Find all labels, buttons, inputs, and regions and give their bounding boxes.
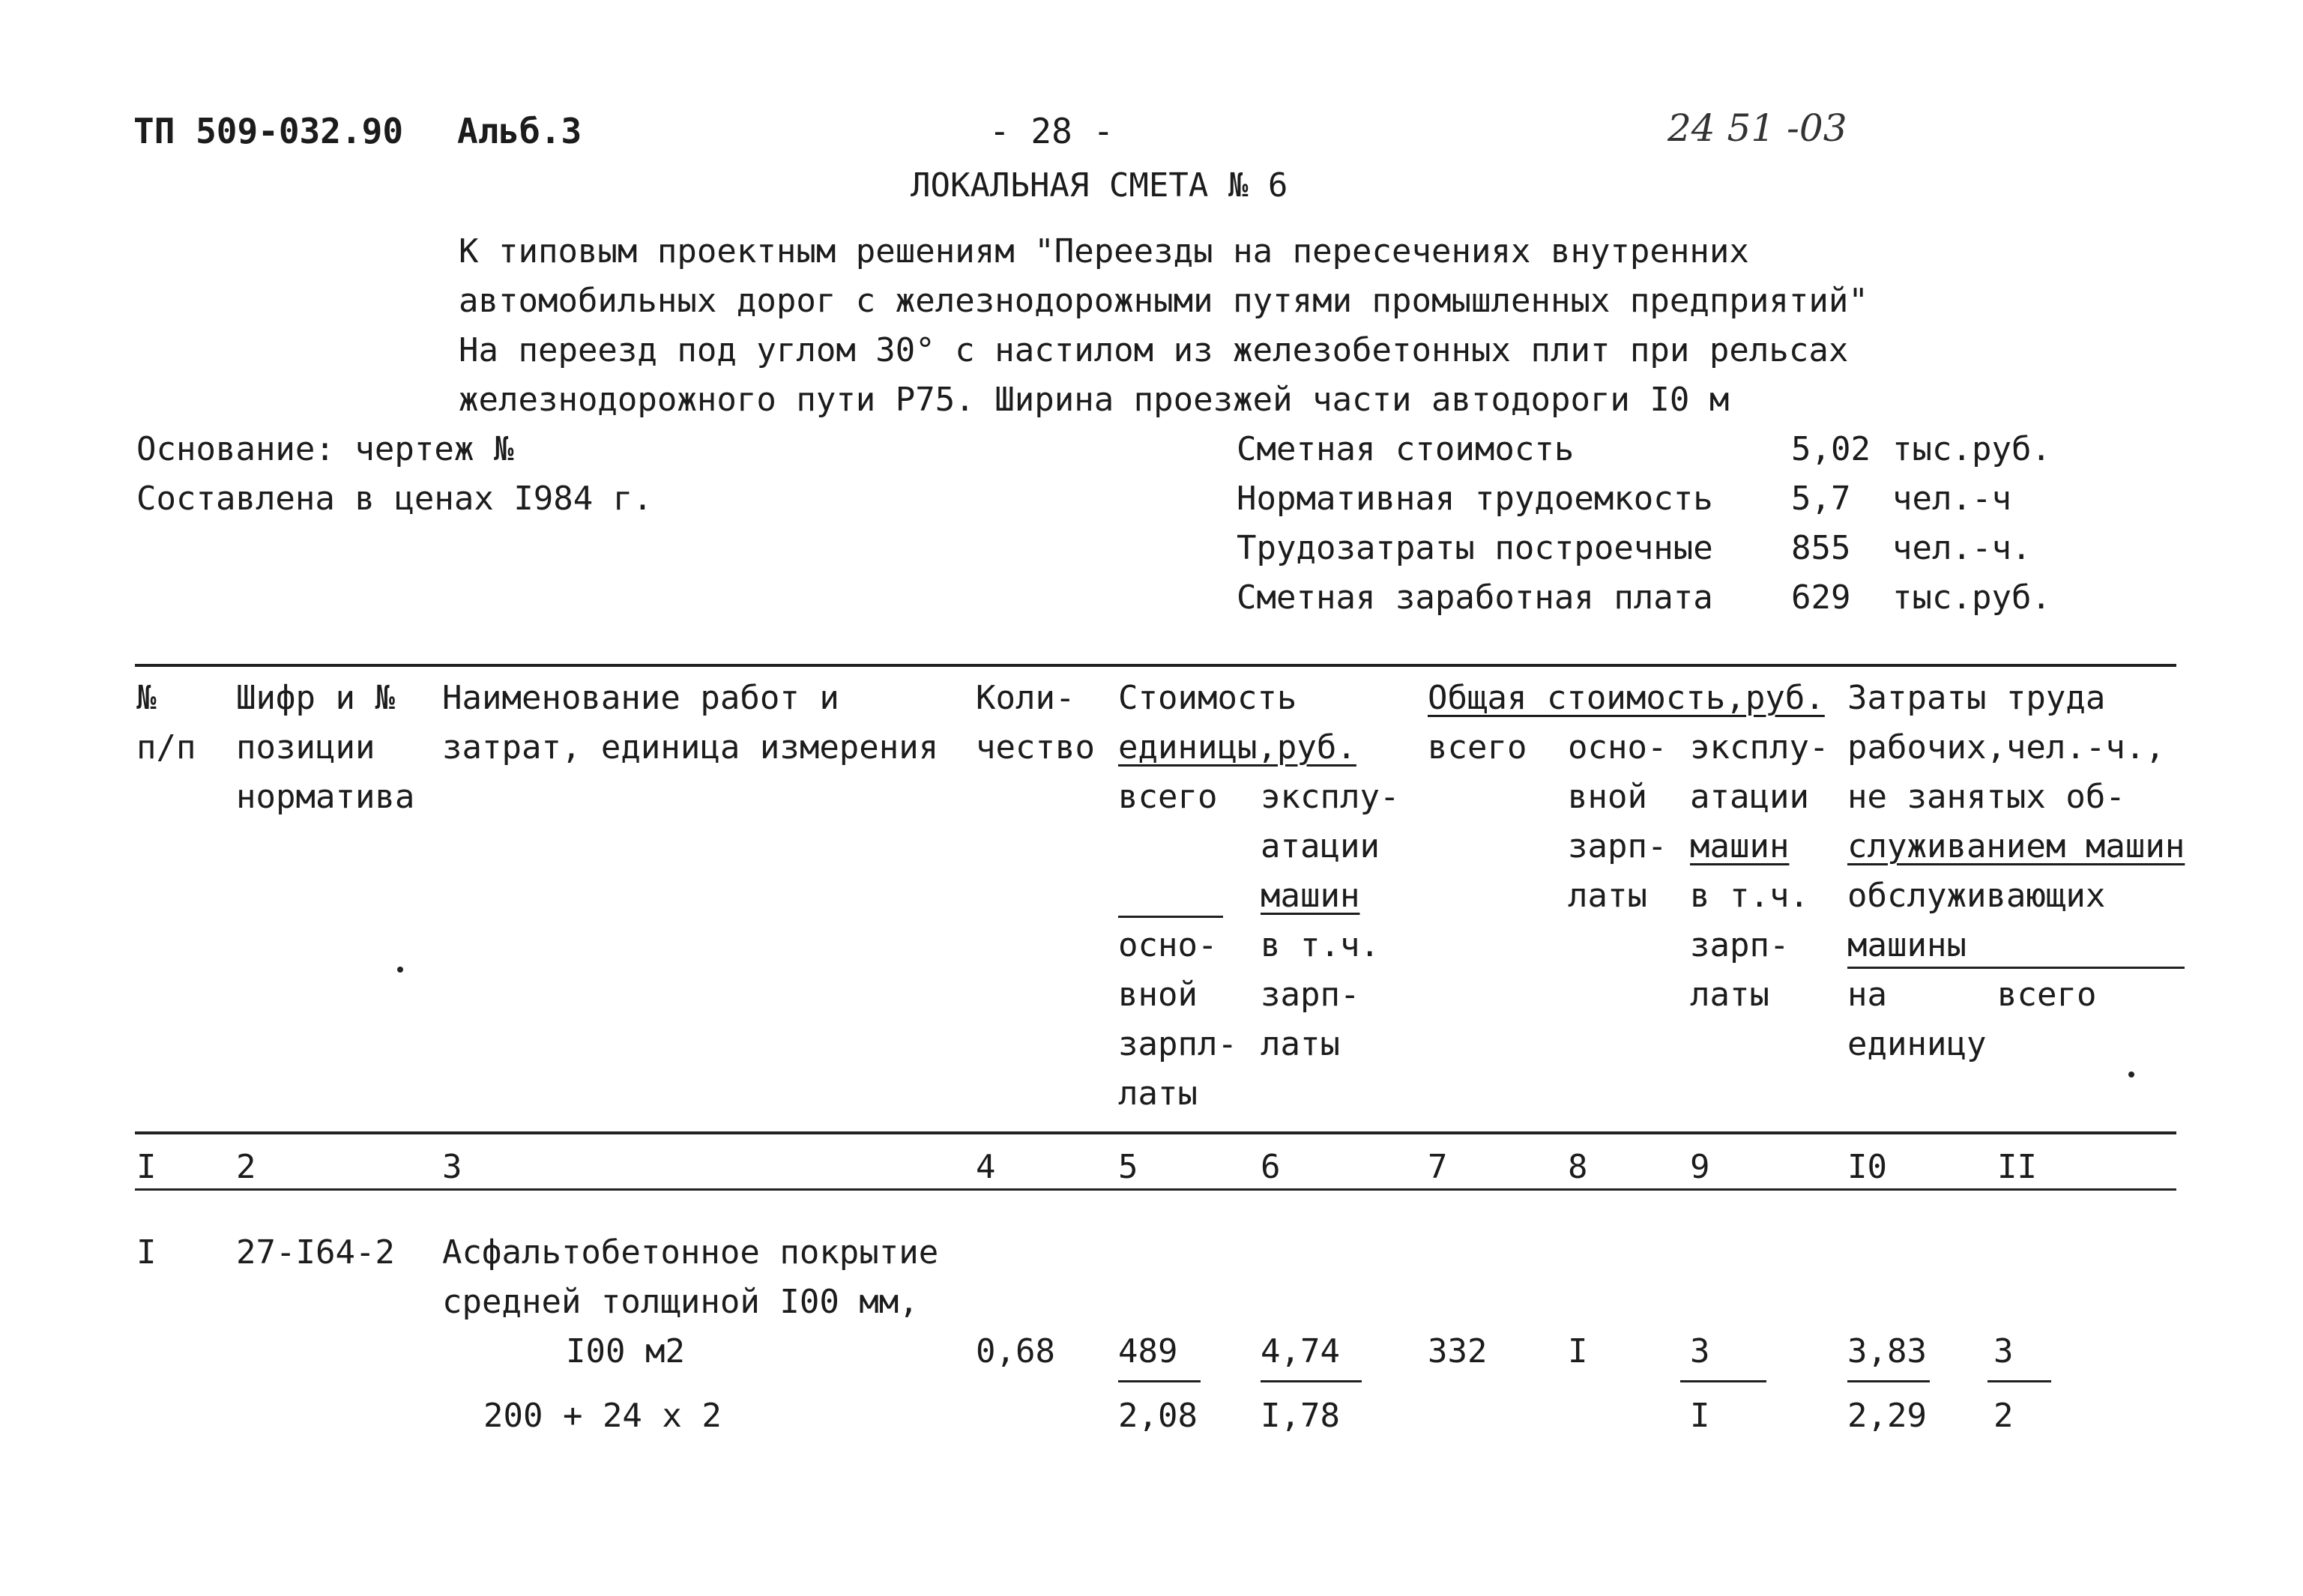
summary-value: 5,02	[1791, 430, 1871, 468]
row-name: средней толщиной I00 мм,	[442, 1283, 919, 1321]
document-code: ТП 509-032.90	[133, 111, 404, 151]
row-total-machine: 3	[1690, 1332, 1710, 1370]
col-unit-machine-wage-header: зарп-	[1261, 976, 1360, 1014]
column-number: 7	[1428, 1148, 1448, 1186]
handwritten-reference: 24 51 -03	[1667, 106, 1847, 150]
column-number: I0	[1847, 1148, 1887, 1186]
description-line-3: На переезд под углом 30° с настилом из железобетонных плит при рельсах	[459, 331, 1849, 369]
col-unit-machine-wage-header: в т.ч.	[1261, 926, 1380, 964]
row-labor-unit-machine: 2,29	[1847, 1397, 1927, 1435]
col-unit-total-header: всего	[1118, 778, 1218, 816]
summary-label: Сметная заработная плата	[1237, 578, 1713, 617]
summary-label: Нормативная трудоемкость	[1237, 480, 1713, 518]
fraction-bar	[1847, 1380, 1930, 1382]
fraction-bar	[1261, 1380, 1362, 1382]
col-total-machine-header: зарп-	[1690, 926, 1790, 964]
row-code: 27-I64-2	[236, 1233, 395, 1272]
unit-cost-header: единицы,руб.	[1118, 728, 1356, 767]
labor-header: не занятых об-	[1847, 778, 2125, 816]
row-labor-total: 3	[1993, 1332, 2014, 1370]
row-labor-unit: 3,83	[1847, 1332, 1927, 1370]
col-total-machine-header: машин	[1690, 827, 1790, 865]
row-unit-total: 489	[1118, 1332, 1178, 1370]
column-number: II	[1997, 1148, 2037, 1186]
col-unit-wage-header: осно-	[1118, 926, 1218, 964]
row-name: Асфальтобетонное покрытие	[442, 1233, 939, 1272]
speck	[397, 967, 403, 973]
row-quantity: 0,68	[976, 1332, 1055, 1370]
column-numbers-rule	[135, 1188, 2176, 1191]
summary-value: 5,7	[1791, 480, 1851, 518]
album-number: Альб.3	[457, 111, 582, 151]
summary-label: Трудозатраты построечные	[1237, 529, 1713, 567]
page-number: - 28 -	[989, 111, 1114, 151]
col-labor-total-header: всего	[1997, 976, 2097, 1014]
description-line-4: железнодорожного пути Р75. Ширина проезжей части автодороги I0 м	[459, 381, 1730, 419]
summary-unit: чел.-ч.	[1892, 529, 2032, 567]
col-total-wage-header: вной	[1568, 778, 1647, 816]
col-unit-wage-header: вной	[1118, 976, 1198, 1014]
col-unit-machine-header: атации	[1261, 827, 1380, 865]
col-total-machine-header: в т.ч.	[1690, 877, 1809, 915]
column-number: 4	[976, 1148, 996, 1186]
col-unit-machine-header: эксплу-	[1261, 778, 1400, 816]
row-unit-wage: 2,08	[1118, 1397, 1198, 1435]
unit-cost-header: Стоимость	[1118, 679, 1297, 717]
col-total-wage-header: осно-	[1568, 728, 1667, 767]
row-labor-total-machine: 2	[1993, 1397, 2014, 1435]
col-code-header: позиции	[236, 728, 375, 767]
col-total-wage-header: латы	[1568, 877, 1647, 915]
column-number: 2	[236, 1148, 256, 1186]
labor-header: обслуживающих	[1847, 877, 2106, 915]
header-bottom-rule	[135, 1131, 2176, 1134]
labor-header: Затраты труда	[1847, 679, 2106, 717]
table-top-rule	[135, 664, 2176, 667]
column-number: 3	[442, 1148, 462, 1186]
col-total-machine-header: латы	[1690, 976, 1769, 1014]
summary-value: 629	[1791, 578, 1851, 617]
labor-header: служиванием машин	[1847, 827, 2185, 865]
col5-divider	[1118, 916, 1223, 918]
col-total-machine-header: атации	[1690, 778, 1809, 816]
col-total-wage-header: зарп-	[1568, 827, 1667, 865]
row-total-machine-wage: I	[1690, 1397, 1710, 1435]
col-unit-wage-header: зарпл-	[1118, 1025, 1237, 1063]
col-code-header: Шифр и №	[236, 679, 395, 717]
column-number: 6	[1261, 1148, 1281, 1186]
row-total-wage: I	[1568, 1332, 1588, 1370]
fraction-bar	[1680, 1380, 1766, 1382]
col-unit-machine-wage-header: латы	[1261, 1025, 1340, 1063]
description-line-2: автомобильных дорог с железнодорожными путями промышленных предприятий"	[459, 282, 1868, 320]
column-number: 5	[1118, 1148, 1138, 1186]
page-title: ЛОКАЛЬНАЯ СМЕТА № 6	[911, 166, 1288, 205]
col-labor-unit-header: единицу	[1847, 1025, 1987, 1063]
column-number: I	[136, 1148, 157, 1186]
row-number: I	[136, 1233, 157, 1272]
speck	[2128, 1071, 2134, 1077]
fraction-bar	[1118, 1380, 1201, 1382]
col-labor-unit-header: на	[1847, 976, 1887, 1014]
row-unit: I00 м2	[566, 1332, 685, 1370]
col-name-header: Наименование работ и	[442, 679, 839, 717]
column-number: 8	[1568, 1148, 1588, 1186]
fraction-bar	[1987, 1380, 2051, 1382]
total-cost-header: Общая стоимость,руб.	[1428, 679, 1825, 717]
row-formula: 200 + 24 x 2	[483, 1397, 722, 1435]
summary-value: 855	[1791, 529, 1851, 567]
basis-drawing: Основание: чертеж №	[136, 430, 514, 468]
summary-unit: чел.-ч	[1892, 480, 2011, 518]
col-qty-header: Коли-	[976, 679, 1075, 717]
col-name-header: затрат, единица измерения	[442, 728, 939, 767]
description-line-1: К типовым проектным решениям "Переезды на пересечениях внутренних	[459, 232, 1749, 270]
col-num-header: п/п	[136, 728, 196, 767]
col-code-header: норматива	[236, 778, 415, 816]
row-unit-machine: 4,74	[1261, 1332, 1340, 1370]
summary-unit: тыс.руб.	[1892, 430, 2051, 468]
col-unit-wage-header: латы	[1118, 1074, 1198, 1113]
row-unit-machine-wage: I,78	[1261, 1397, 1340, 1435]
col-total-header: всего	[1428, 728, 1527, 767]
summary-unit: тыс.руб.	[1892, 578, 2051, 617]
row-total: 332	[1428, 1332, 1488, 1370]
basis-prices: Составлена в ценах I984 г.	[136, 480, 653, 518]
col-unit-machine-header: машин	[1261, 877, 1360, 915]
labor-divider	[1847, 967, 2185, 969]
labor-header: рабочих,чел.-ч.,	[1847, 728, 2165, 767]
col-num-header: №	[136, 679, 157, 717]
labor-header: машины	[1847, 926, 1967, 964]
summary-label: Сметная стоимость	[1237, 430, 1575, 468]
col-qty-header: чество	[976, 728, 1095, 767]
col-total-machine-header: эксплу-	[1690, 728, 1829, 767]
column-number: 9	[1690, 1148, 1710, 1186]
